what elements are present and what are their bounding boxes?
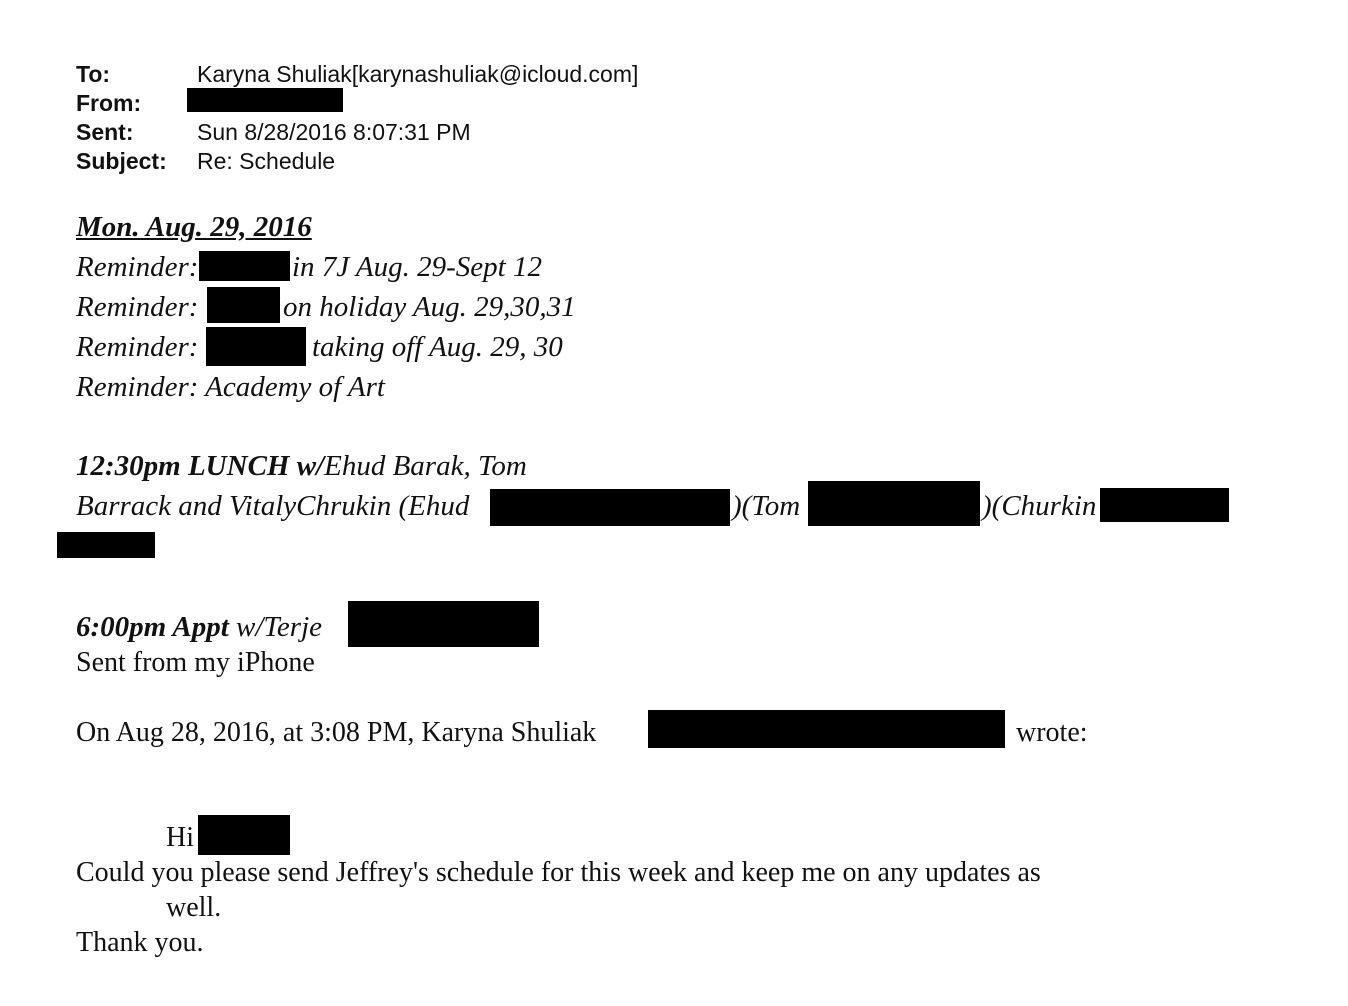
appt-guest: w/Terje (236, 611, 322, 643)
lunch-line-2-b: )(Tom (732, 490, 801, 522)
thanks: Thank you. (76, 927, 204, 958)
lunch-line-1 (76, 446, 527, 486)
reminder-2-prefix: Reminder: (76, 291, 199, 323)
quote-wrote: wrote: (1016, 717, 1088, 748)
subject-label: Subject: (76, 148, 167, 174)
lunch-guests: Ehud Barak, Tom (324, 450, 527, 482)
to-label: To: (76, 61, 111, 87)
reminder-4: Reminder: Academy of Art (76, 371, 385, 403)
lunch-time: 12:30pm LUNCH w/ (76, 450, 325, 482)
request-line-1: Could you please send Jeffrey's schedule for this week and keep me on any updates as (76, 857, 1041, 888)
redaction-reminder-2 (207, 287, 280, 323)
quote-intro: On Aug 28, 2016, at 3:08 PM, Karyna Shuliak (76, 717, 597, 748)
redaction-from (187, 88, 343, 112)
reminder-1-prefix: Reminder: (76, 251, 199, 283)
redaction-terje (348, 601, 539, 647)
redaction-tom (808, 481, 980, 526)
reminder-3-prefix: Reminder: (76, 331, 199, 363)
redaction-churkin-cont (57, 532, 155, 558)
redaction-reminder-3 (206, 327, 306, 366)
redaction-churkin (1100, 488, 1229, 522)
reminder-2-suffix: on holiday Aug. 29,30,31 (283, 291, 576, 323)
redaction-greeting-name (198, 815, 290, 855)
to-value: Karyna Shuliak[karynashuliak@icloud.com] (197, 61, 639, 87)
schedule-date: Mon. Aug. 29, 2016 (76, 211, 312, 243)
from-label: From: (76, 90, 142, 116)
appt-line (76, 607, 322, 647)
lunch-line-2-a: Barrack and VitalyChrukin (Ehud (76, 490, 470, 522)
redaction-email (648, 710, 1005, 748)
redaction-reminder-1 (199, 251, 290, 281)
redaction-ehud (490, 489, 730, 526)
signature: Sent from my iPhone (76, 647, 315, 678)
request-line-2: well. (166, 892, 222, 923)
greeting: Hi (166, 822, 194, 853)
subject-value: Re: Schedule (197, 148, 336, 174)
sent-value: Sun 8/28/2016 8:07:31 PM (197, 119, 471, 145)
lunch-line-2-c: )(Churkin (982, 490, 1097, 522)
reminder-3-suffix: taking off Aug. 29, 30 (312, 331, 563, 363)
reminder-1-suffix: in 7J Aug. 29-Sept 12 (292, 251, 542, 283)
sent-label: Sent: (76, 119, 134, 145)
appt-time: 6:00pm Appt (76, 611, 229, 643)
